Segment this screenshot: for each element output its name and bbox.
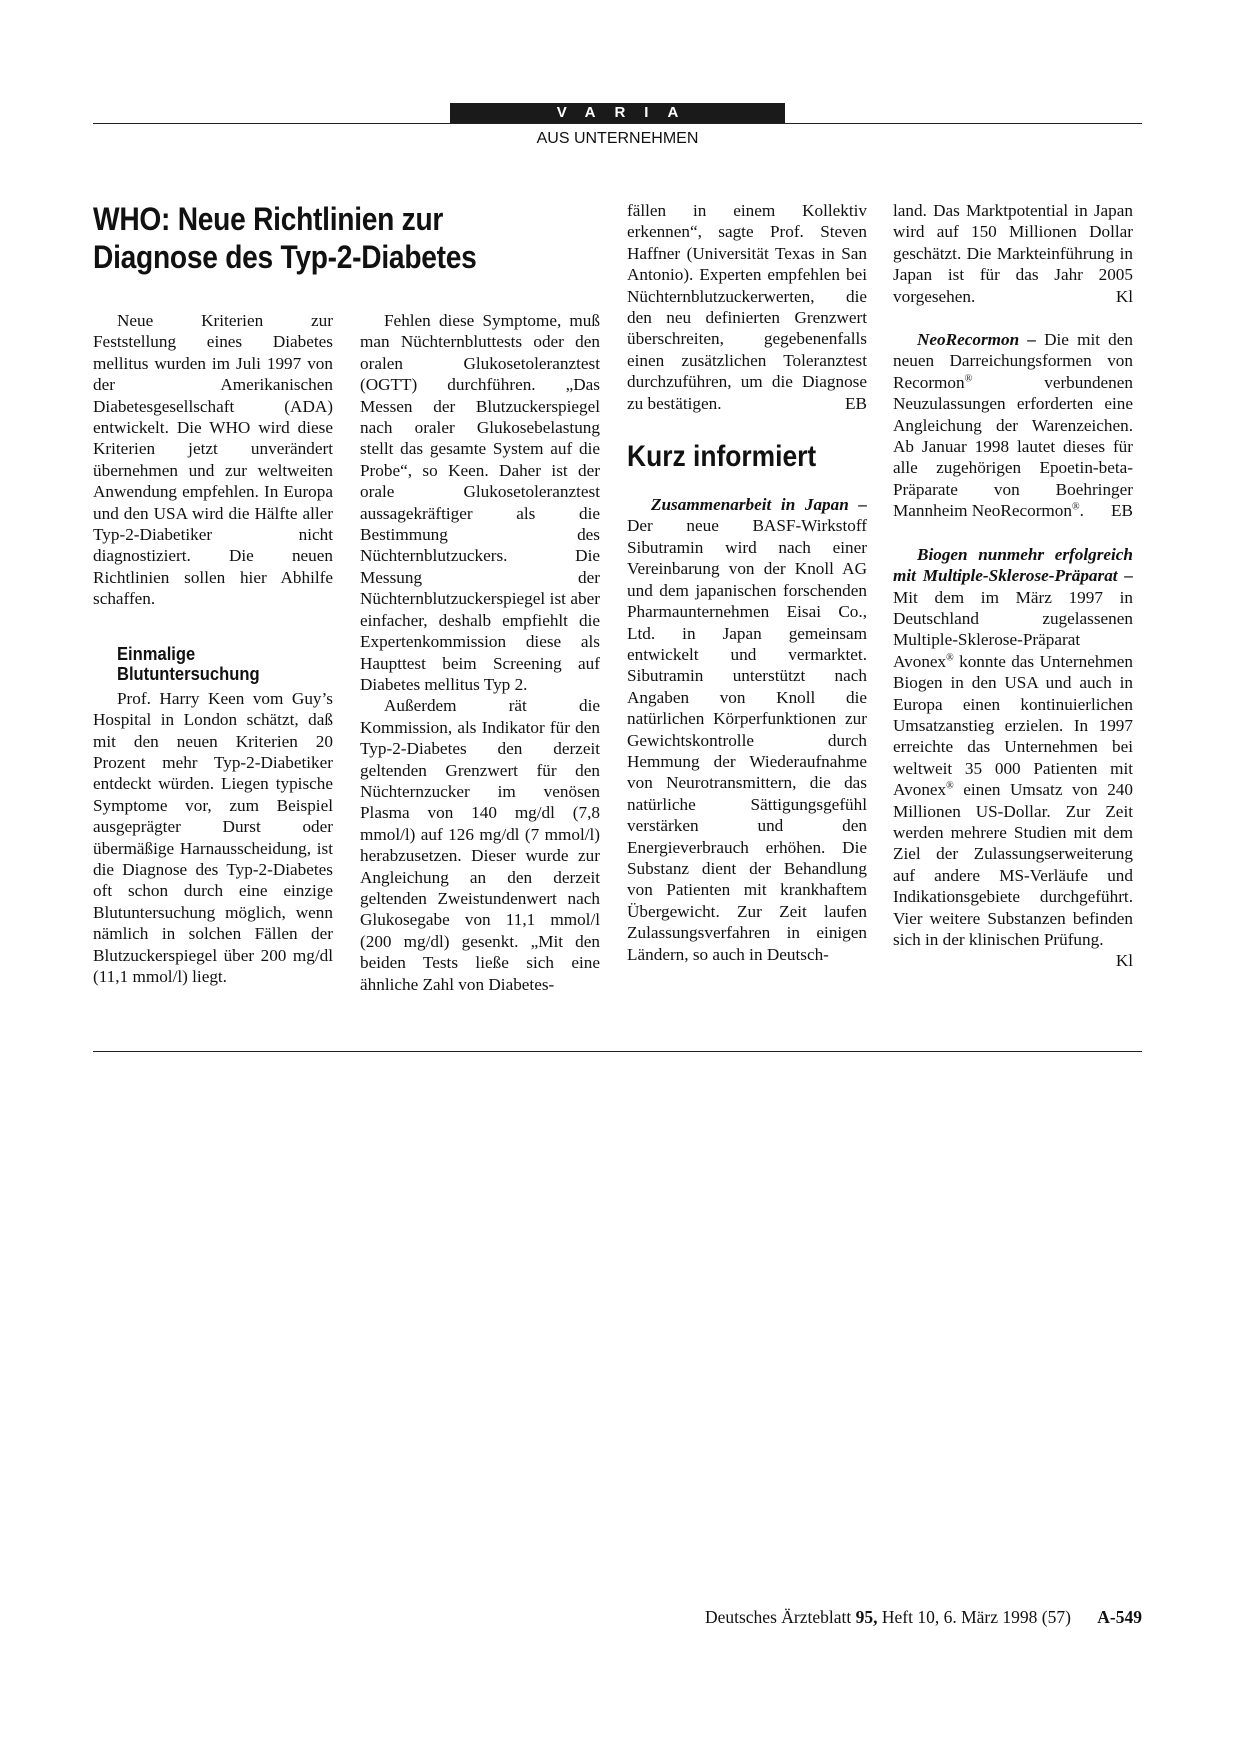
- section-label: AUS UNTERNEHMEN: [536, 130, 699, 147]
- registered-mark: ®: [1072, 501, 1080, 513]
- subheading: Einmalige Blutuntersuchung: [117, 643, 260, 684]
- news-item-japan: Zusammenarbeit in Japan – Der neue BASF-Wirkstoff Sibutramin wird nach einer Vereinbarung von der Knoll AG und dem japanischen forschenden Pharmaunternehmen Eisai Co., Ltd. in Japan gemeinsam entwickelt und vermarktet. Sibutramin unterstützt nach Angaben von Knoll die natürlichen Körperfunktionen zur Gewichtskontrolle durch Hemmung der Wiederaufnahme von Neurotransmittern, die das natürliche Sättigungsgefühl verstärken und den Energieverbrauch erhöhen. Die Substanz dient der Behandlung von Patienten mit krankhaftem Übergewicht. Zur Zeit laufen Zulassungsverfahren in einigen Ländern, so auch in Deutsch-: [627, 495, 867, 964]
- journal-issue: Heft 10, 6. März 1998 (57): [881, 1607, 1071, 1627]
- author-signature: Kl: [1115, 951, 1133, 971]
- registered-mark: ®: [946, 780, 954, 792]
- column-2: [360, 310, 600, 995]
- news-item-japan-continued: land. Das Marktpotential in Japan wird auf 150 Millionen Dollar geschätzt. Die Markteinführung in Japan ist für das Jahr 2005 vorgesehen. Kl: [893, 201, 1133, 306]
- paragraph-keen: Prof. Harry Keen vom Guy’s Hospital in London schätzt, daß mit den neuen Kriterien 20 Prozent mehr Typ-2-Diabetiker entdeckt würden. Liegen typische Symptome vor, zum Beispiel ausgeprägter Durst oder übermäßige Harnausscheidung, ist die Diagnose des Typ-2-Diabetes oft schon durch eine einzige Blutuntersuchung möglich, wenn nämlich in solchen Fällen der Blutzuckerspiegel über 200 mg/dl (11,1 mmol/l) liegt.: [93, 688, 333, 986]
- author-signature: EB: [1111, 501, 1133, 521]
- top-rule: [93, 123, 1142, 124]
- author-signature: EB: [845, 393, 867, 413]
- news-item-lead: Zusammenarbeit in Japan –: [651, 495, 867, 515]
- news-item-neorecormon: NeoRecormon – Die mit den neuen Darreichungsformen von Recormon® verbundenen Neuzulassungen erforderten eine Angleichung der Warenzeichen. Ab Januar 1998 lautet dieses für alle zugehörigen Epoetin-beta-Präparate von Boehringer Mannheim NeoRecormon®. EB: [893, 330, 1133, 521]
- news-item-lead: NeoRecormon –: [917, 330, 1036, 350]
- article-headline: WHO: Neue Richtlinien zur Diagnose des Typ-2-Diabetes: [93, 201, 477, 275]
- registered-mark: ®: [946, 651, 954, 663]
- news-item-biogen: Biogen nunmehr erfolgreich mit Multiple-Sklerose-Präparat – Mit dem im März 1997 in Deutschland zugelassenen Multiple-Sklerose-Präparat Avonex® konnte das Unternehmen Biogen in den USA und auch in Europa einen kontinuierlichen Umsatzanstieg erzielen. In 1997 erreichte das Unternehmen bei weltweit 35 000 Patienten mit Avonex® einen Umsatz von 240 Millionen US-Dollar. Zur Zeit werden mehrere Studien mit dem Ziel der Zulassungserweiterung auf andere MS-Verläufe und Indikationsgebiete durchgeführt. Vier weitere Substanzen befinden sich in der klinischen Prüfung. Kl: [893, 544, 1134, 971]
- paragraph-intro: Neue Kriterien zur Feststellung eines Diabetes mellitus wurden im Juli 1997 von der Amerikanischen Diabetesgesellschaft (ADA) entwickelt. Die WHO wird diese Kriterien jetzt unverändert übernehmen und zur weltweiten Anwendung empfehlen. In Europa und den USA wird die Hälfte aller Typ-2-Diabetiker nicht diagnostiziert. Die neuen Richtlinien sollen hier Abhilfe schaffen.: [93, 311, 333, 609]
- journal-name: Deutsches Ärzteblatt: [704, 1607, 852, 1627]
- paragraph-haffner: fällen in einem Kollektiv erkennen“, sagte Prof. Steven Haffner (Universität Texas in San Antonio). Experten empfehlen bei Nüchternblutzuckerwerten, die den neu definierten Grenzwert überschreiten, gegebenenfalls einen zusätzlichen Toleranztest durchzuführen, um die Diagnose zu bestätigen. EB: [627, 201, 867, 413]
- page-number: A-549: [1097, 1607, 1142, 1627]
- section-headline: Kurz informiert: [627, 440, 817, 474]
- paragraph-commission: Außerdem rät die Kommission, als Indikator für den Typ-2-Diabetes den derzeit geltenden Grenzwert für den Nüchternzucker im venösen Plasma von 140 mg/dl (7,8 mmol/l) auf 126 mg/dl (7 mmol/l) herabzusetzen. Dieser wurde zur Angleichung an den derzeit geltenden Zweistundenwert nach Glukosegabe von 11,1 mmol/l (200 mg/dl) gesenkt. „Mit den beiden Tests ließe sich eine ähnliche Zahl von Diabetes-: [360, 696, 600, 994]
- paragraph-symptoms: Fehlen diese Symptome, muß man Nüchternbluttests oder den oralen Glukosetoleranztest (OGTT) durchführen. „Das Messen der Blutzuckerspiegel nach oraler Glukosebelastung stellt das gesamte System auf die Probe“, so Keen. Daher ist der orale Glukosetoleranztest aussagekräftiger als die Bestimmung des Nüchternblutzuckers. Die Messung der Nüchternblutzuckerspiegel ist aber einfacher, deshalb empfiehlt die Expertenkommission diese als Haupttest beim Screening auf Diabetes mellitus Typ 2.: [360, 311, 600, 694]
- news-item-lead: Biogen nunmehr erfolgreich mit Multiple-Sklerose-Präparat –: [893, 544, 1133, 586]
- section-banner: VARIA: [450, 103, 785, 123]
- author-signature: Kl: [1115, 286, 1133, 306]
- journal-volume: 95,: [855, 1607, 878, 1627]
- page-footer: [705, 1607, 1142, 1628]
- registered-mark: ®: [964, 373, 973, 385]
- column-4: [893, 200, 1133, 972]
- bottom-rule: [93, 1051, 1142, 1052]
- column-1: [93, 310, 333, 987]
- column-3: [627, 200, 867, 965]
